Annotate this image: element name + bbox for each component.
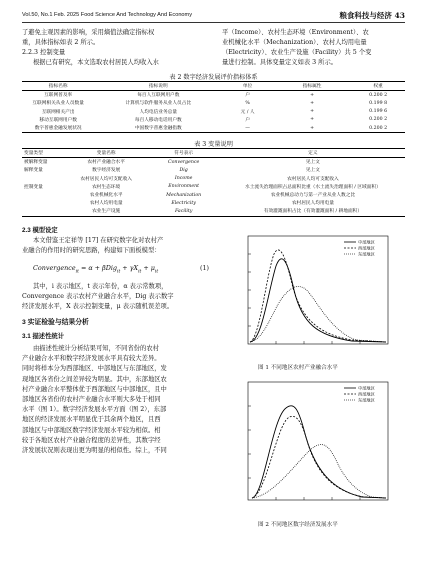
table3-caption: 表 3 变量说明 — [194, 141, 233, 148]
table2-caption: 表 2 数字经济发展评价指标体系 — [169, 74, 258, 81]
x-axis-ticks — [276, 341, 360, 344]
table-cell: 0.199 8 — [369, 100, 388, 106]
series-line-west — [252, 416, 386, 498]
table-cell: 户 — [245, 93, 250, 99]
series-line-central — [252, 406, 386, 498]
table-row — [22, 183, 405, 191]
table-cell: Convergence — [168, 159, 200, 165]
subsection-heading: 2.2.3 控制变量 — [22, 49, 66, 56]
table-cell: 农村生态环境 — [92, 184, 121, 190]
page-header — [22, 10, 405, 23]
legend — [344, 385, 375, 404]
table-cell: 农村人均用电量 — [89, 201, 123, 207]
table-cell: 数字普惠金融发展状况 — [22, 124, 94, 133]
table-cell: 农村居民人均可支配收入 — [287, 176, 339, 182]
text-line: 济发展状况则表现出更为明显的相似性。综上，不同 — [22, 447, 167, 454]
table-cell: % — [245, 100, 250, 106]
col-header: 定义 — [221, 149, 405, 158]
col-header: 权重 — [351, 82, 405, 91]
table-cell: 有效灌溉面积占比（有效灌溉面积 / 耕地面积） — [221, 207, 405, 216]
text-line: 村产业融合水平整体优于西部地区与中部地区，且中 — [22, 385, 167, 393]
table-cell: 农村居民人均可支配收入 — [80, 176, 132, 182]
table-cell: 互联网相关从业人员数量 — [32, 101, 84, 107]
table-cell: 互联网普及率 — [44, 93, 73, 99]
model-equation: Convergence$_{it}$ = $\alpha + \beta Dig_{it} + \gamma X_{it} + \mu_{it}$ — [33, 264, 159, 275]
text-line: 量进行控制。具体变量定义如表 3 所示。 — [222, 59, 338, 66]
journal-issue: Vol.50, No.1 Feb. 2025 Food Science And Technology And Economy — [22, 12, 192, 18]
text-line: 平（Income）、农村生态环境（Environment）、农 — [222, 29, 369, 36]
table-cell: 农村居民人均用电量 — [291, 201, 335, 207]
table-row — [22, 108, 405, 116]
text-line: 了避免主观因素的影响，采用熵值法确定指标权 — [22, 29, 155, 36]
table-cell: 0.200 2 — [369, 92, 388, 98]
text-line: 其中，i 表示地区，t 表示年份，α 表示常数项， — [33, 283, 168, 290]
col-header: 符号表示 — [147, 149, 221, 158]
table-cell: 水土流失治理面积占总面积比重（水土流失治理面积 / 区域面积） — [245, 184, 381, 190]
x-axis-ticks — [276, 497, 360, 500]
text-line: 较于各地区农村产业融合程度的差异性，其数字经 — [22, 436, 161, 444]
text-line: 部地区各省份的农村产业融合水平则大多处于相同 — [22, 396, 161, 403]
table-cell: + — [310, 92, 315, 98]
figure2-chart — [232, 378, 402, 516]
table-cell: 农业机械化水平 — [89, 193, 123, 199]
y-axis-ticks — [248, 254, 251, 326]
table-cell: Dig — [179, 167, 188, 173]
table-cell: Environment — [168, 184, 200, 190]
table-cell: + — [310, 100, 315, 106]
table-cell: 控制变量 — [24, 184, 43, 190]
series-line-east — [250, 286, 386, 342]
table-cell: 解释变量 — [24, 168, 43, 174]
col-header: 指标属性 — [273, 82, 351, 91]
table-cell: 元 / 人 — [240, 109, 255, 115]
section-heading: 2.3 模型设定 — [22, 227, 58, 234]
indicator-table — [22, 81, 405, 133]
legend-label: 中部地区 — [358, 239, 375, 245]
table-row — [22, 166, 405, 174]
table-cell: 每百人互联网用户数 — [137, 93, 180, 99]
text-line: 地区的经济发展水平明显优于其余两个地区，且西 — [22, 416, 161, 424]
table-cell: 计算机与软件服务从业人员占比 — [125, 101, 192, 107]
journal-title-page: 粮食科技与经济 43 — [339, 11, 405, 20]
text-line: 根据已有研究，本文选取农村居民人均收入水 — [33, 59, 159, 66]
table-cell: 农业生产设施 — [66, 207, 147, 216]
figure1-caption: 图 1 不同地区农村产业融合水平 — [258, 365, 338, 371]
table-cell: Income — [174, 176, 193, 182]
table-row — [22, 99, 405, 107]
table-cell: 移动互联网用户数 — [39, 117, 77, 123]
figure1-chart — [232, 232, 402, 360]
table-cell: 见上文 — [305, 160, 320, 166]
table-row — [22, 191, 405, 199]
table-cell: + — [310, 117, 315, 123]
col-header: 指标名称 — [22, 82, 94, 91]
table-cell — [22, 175, 66, 183]
table-cell: 互联网相关产出 — [41, 109, 75, 115]
table-cell: 农村产业融合水平 — [87, 160, 125, 166]
text-line: 业融合的作用时的研究思路，构建如下面板模型： — [22, 247, 161, 254]
y-axis-ticks — [248, 406, 251, 478]
legend-label: 西部地区 — [358, 391, 375, 397]
legend-label: 东部地区 — [358, 251, 375, 257]
table-cell: 中国数字普惠金融指数 — [94, 124, 222, 133]
legend-label: 西部地区 — [358, 245, 375, 251]
table-cell — [22, 207, 66, 216]
subsection-heading: 3.1 描述性统计 — [22, 333, 64, 340]
table-cell: Electricity — [171, 200, 196, 206]
variable-table — [22, 148, 405, 217]
text-line: Convergence 表示农村产业融合水平，Dig 表示数字 — [22, 293, 174, 300]
table-cell: 每百人移动电话用户数 — [134, 117, 182, 123]
col-header: 单位 — [222, 82, 273, 91]
text-line: 由描述性统计分析结果可知，不同省份的农村 — [33, 345, 159, 352]
text-line: 经济发展水平，X 表示控制变量，μ 表示随机误差项。 — [22, 303, 174, 310]
table-cell: 农业机械总动力与第一产业从业人数之比 — [270, 193, 356, 199]
table-cell: 数字经济发展 — [92, 168, 121, 174]
table-cell: 0.200 2 — [369, 117, 388, 123]
text-line: 重，具体指标如表 2 所示。 — [22, 39, 100, 46]
text-line: 部地区与中部地区数字经济发展水平较为相似。相 — [22, 426, 161, 434]
table-cell: + — [273, 124, 351, 133]
text-line: 本文借鉴王定祥等 [17] 在研究数字化对农村产 — [33, 237, 164, 244]
table-cell: Facility — [147, 207, 221, 216]
table-row — [22, 124, 405, 133]
text-line: 同时将样本分为西部地区、中部地区与东部地区，发 — [22, 365, 167, 373]
table-cell: Mechanization — [166, 192, 202, 198]
equation-number: (1) — [200, 265, 209, 272]
table-cell — [22, 199, 66, 207]
table-cell: 人均电信业务总量 — [139, 109, 178, 115]
table-cell: 被解释变量 — [24, 160, 48, 166]
series-line-west — [250, 250, 386, 342]
text-line: 产业融合水平和数字经济发展水平具有较大差异。 — [22, 355, 161, 363]
table-cell: + — [310, 109, 315, 115]
series-line-east — [252, 445, 386, 498]
table-cell — [22, 191, 66, 199]
table-cell: 户 — [245, 117, 250, 123]
section-heading: 3 实证检验与结果分析 — [22, 319, 89, 326]
table-row — [22, 91, 405, 100]
table-cell: 0.199 6 — [369, 109, 388, 115]
col-header: 变量名称 — [66, 149, 147, 158]
col-header: 指标说明 — [94, 82, 222, 91]
table-row — [22, 175, 405, 183]
table-row — [22, 199, 405, 207]
col-header: 变量类型 — [22, 149, 66, 158]
text-line: 业机械化水平（Mechanization）、农村人均用电量 — [222, 39, 367, 46]
table-cell: 见上文 — [305, 168, 320, 174]
figure2-caption: 图 2 不同地区数字经济发展水平 — [258, 522, 338, 528]
series-line-central — [250, 259, 386, 342]
table-cell: — — [222, 124, 273, 133]
legend — [344, 239, 375, 258]
text-line: 水平（图 1）。数字经济发展水平方面（图 2），东部 — [22, 406, 167, 414]
text-line: 现地区各省份之间差异较为明显。其中，东部地区农 — [22, 375, 167, 383]
table-row — [22, 116, 405, 124]
table-row — [22, 158, 405, 167]
table-row — [22, 207, 405, 216]
legend-label: 中部地区 — [358, 385, 375, 391]
text-line: （Electricity）、农业生产设施（Facility）共 5 个变 — [222, 49, 372, 56]
table-cell: 0.200 2 — [351, 124, 405, 133]
legend-label: 东部地区 — [358, 397, 375, 403]
